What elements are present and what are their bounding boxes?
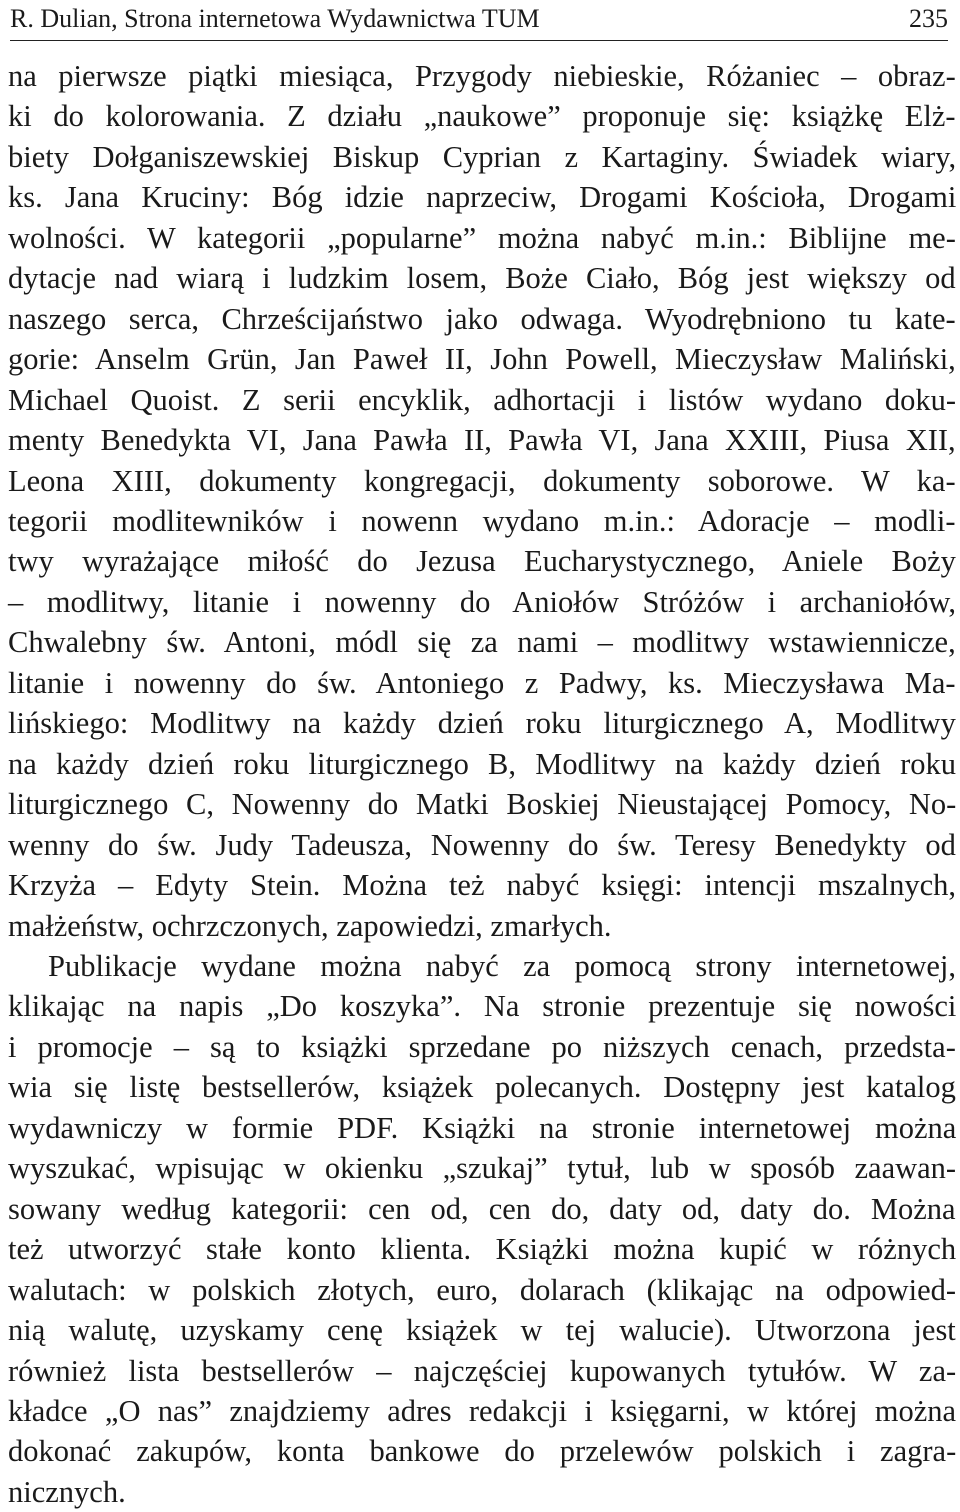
text-line: wolności. W kategorii „popularne” można nabyć m.in.: Biblijne me- (8, 220, 956, 255)
text-line: twy wyrażające miłość do Jezusa Eucharystycznego, Aniele Boży (8, 544, 956, 579)
text-line: Leona XIII, dokumenty kongregacji, dokumenty soborowe. W ka- (8, 463, 956, 498)
text-line: biety Dołganiszewskiej Biskup Cyprian z Kartaginy. Świadek wiary, (8, 139, 957, 174)
running-header-title: R. Dulian, Strona internetowa Wydawnictwa TUM (10, 4, 540, 33)
text-line: Chwalebny św. Antoni, módl się za nami – modlitwy wstawiennicze, (8, 625, 956, 660)
running-header (10, 0, 948, 41)
text-line: ki do kolorowania. Z działu „naukowe” proponuje się: książkę Elż- (8, 99, 956, 134)
text-line: i promocje – są to książki sprzedane po niższych cenach, przedsta- (8, 1029, 956, 1064)
text-line: dytacje nad wiarą i ludzkim losem, Boże Ciało, Bóg jest większy od (8, 261, 956, 296)
text-line: ks. Jana Kruciny: Bóg idzie naprzeciw, Drogami Kościoła, Drogami (8, 180, 957, 215)
text-line: wia się listę bestsellerów, książek polecanych. Dostępny jest katalog (8, 1070, 956, 1105)
text-line: małżeństw, ochrzczonych, zapowiedzi, zmarłych. (8, 908, 612, 943)
paragraph-2 (8, 946, 956, 1512)
text-line: litanie i nowenny do św. Antoniego z Padwy, ks. Mieczysława Ma- (8, 665, 956, 700)
text-line: Krzyża – Edyty Stein. Można też nabyć księgi: intencji mszalnych, (8, 868, 957, 903)
text-line: klikając na napis „Do koszyka”. Na stronie prezentuje się nowości (8, 989, 957, 1024)
text-line: sowany według kategorii: cen od, cen do, daty od, daty do. Można (8, 1191, 956, 1226)
text-line: Publikacje wydane można nabyć za pomocą strony internetowej, (48, 948, 957, 983)
text-line: lińskiego: Modlitwy na każdy dzień roku liturgicznego A, Modlitwy (8, 706, 956, 741)
text-line: walutach: w polskich złotych, euro, dolarach (klikając na odpowied- (8, 1272, 957, 1307)
text-line: menty Benedykta VI, Jana Pawła II, Pawła VI, Jana XXIII, Piusa XII, (8, 423, 956, 458)
text-line: wyszukać, wpisując w okienku „szukaj” tytuł, lub w sposób zaawan- (8, 1151, 957, 1186)
text-line: – modlitwy, litanie i nowenny do Aniołów Stróżów i archaniołów, (8, 584, 957, 619)
page-number: 235 (909, 4, 948, 33)
text-line: Michael Quoist. Z serii encyklik, adhortacji i listów wydano doku- (8, 382, 957, 417)
text-line: liturgicznego C, Nowenny do Matki Boskiej Nieustającej Pomocy, No- (8, 787, 957, 822)
text-line: kładce „O nas” znajdziemy adres redakcji i księgarni, w której można (8, 1393, 957, 1428)
text-line: gorie: Anselm Grün, Jan Paweł II, John Powell, Mieczysław Maliński, (8, 342, 956, 377)
text-line: nicznych. (8, 1474, 126, 1509)
text-line: nią walutę, uzyskamy cenę książek w tej walucie). Utworzona jest (8, 1313, 956, 1348)
text-line: naszego serca, Chrześcijaństwo jako odwaga. Wyodrębniono tu kate- (8, 301, 956, 336)
paragraph-1 (8, 56, 956, 946)
body-text (8, 56, 956, 1512)
text-line: tegorii modlitewników i nowenn wydano m.in.: Adoracje – modli- (8, 503, 956, 538)
text-line: również lista bestsellerów – najczęściej kupowanych tytułów. W za- (8, 1353, 957, 1388)
text-line: na każdy dzień roku liturgicznego B, Modlitwy na każdy dzień roku (8, 746, 957, 781)
text-line: na pierwsze piątki miesiąca, Przygody niebieskie, Różaniec – obraz- (8, 59, 956, 93)
text-line: dokonać zakupów, konta bankowe do przelewów polskich i zagra- (8, 1434, 957, 1469)
text-line: też utworzyć stałe konto klienta. Książki można kupić w różnych (8, 1232, 957, 1267)
text-line: wenny do św. Judy Tadeusza, Nowenny do św. Teresy Benedykty od (8, 827, 956, 862)
text-line: wydawniczy w formie PDF. Książki na stronie internetowej można (8, 1110, 957, 1145)
